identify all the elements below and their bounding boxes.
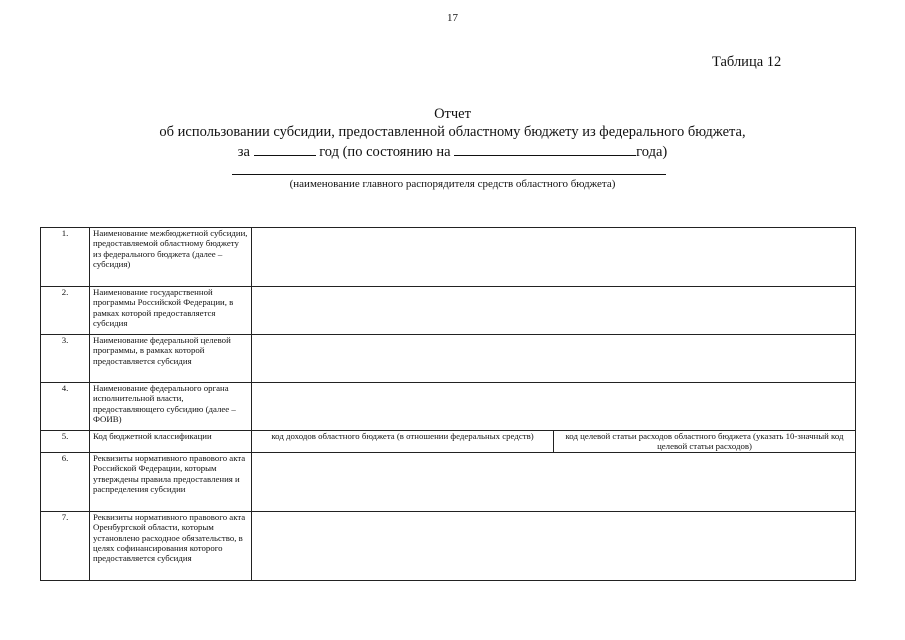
row-value-cell[interactable] — [252, 511, 856, 580]
row-number: 7. — [41, 511, 90, 580]
row-value-cell[interactable] — [252, 287, 856, 335]
table-row — [41, 511, 856, 580]
report-subtitle: об использовании субсидии, предоставленной областному бюджету из федерального бюджета, — [159, 124, 746, 140]
row-label: Реквизиты нормативного правового акта Российской Федерации, которым утверждены правила предоставления и распределения субсидии — [90, 452, 252, 511]
table-row — [41, 431, 856, 453]
distributor-name-caption: (наименование главного распорядителя средств областного бюджета) — [289, 178, 616, 190]
report-title: Отчет — [434, 106, 471, 122]
row-label: Наименование федеральной целевой программы, в рамках которой предоставляется субсидия — [90, 335, 252, 383]
year-blank-field[interactable] — [254, 143, 316, 156]
table-row — [41, 383, 856, 431]
row-value-cell[interactable] — [252, 452, 856, 511]
period-mid: год (по состоянию на — [319, 144, 451, 160]
row-number: 2. — [41, 287, 90, 335]
income-code-header: код доходов областного бюджета (в отношении федеральных средств) — [252, 431, 554, 453]
row-number: 1. — [41, 228, 90, 287]
row-label: Наименование федерального органа исполнительной власти, предоставляющего субсидию (далее – ФОИВ) — [90, 383, 252, 431]
table-row — [41, 228, 856, 287]
row-number: 3. — [41, 335, 90, 383]
table-row — [41, 452, 856, 511]
table-row — [41, 287, 856, 335]
table-label: Таблица 12 — [712, 54, 782, 70]
row-label: Наименование межбюджетной субсидии, предоставляемой областному бюджету из федерального бюджета (далее – субсидия) — [90, 228, 252, 287]
row-label: Наименование государственной программы Российской Федерации, в рамках которой предоставляется субсидия — [90, 287, 252, 335]
row-number: 4. — [41, 383, 90, 431]
table-row — [41, 335, 856, 383]
row-value-cell[interactable] — [252, 335, 856, 383]
row-value-cell[interactable] — [252, 383, 856, 431]
page-number: 17 — [447, 12, 458, 24]
row-value-cell[interactable] — [252, 228, 856, 287]
period-suffix: года) — [636, 144, 668, 160]
row-number: 5. — [41, 431, 90, 453]
row-number: 6. — [41, 452, 90, 511]
report-table — [40, 227, 856, 581]
date-blank-field[interactable] — [454, 143, 636, 156]
row-label: Код бюджетной классификации — [90, 431, 252, 453]
expense-code-header: код целевой статьи расходов областного бюджета (указать 10-значный код целевой статьи расходов) — [554, 431, 856, 453]
report-period-line — [0, 143, 905, 161]
row-label: Реквизиты нормативного правового акта Оренбургской области, которым установлено расходное обязательство, в целях софинансирования которого предоставляется субсидия — [90, 511, 252, 580]
period-prefix: за — [237, 144, 250, 160]
distributor-name-line[interactable] — [232, 174, 666, 175]
